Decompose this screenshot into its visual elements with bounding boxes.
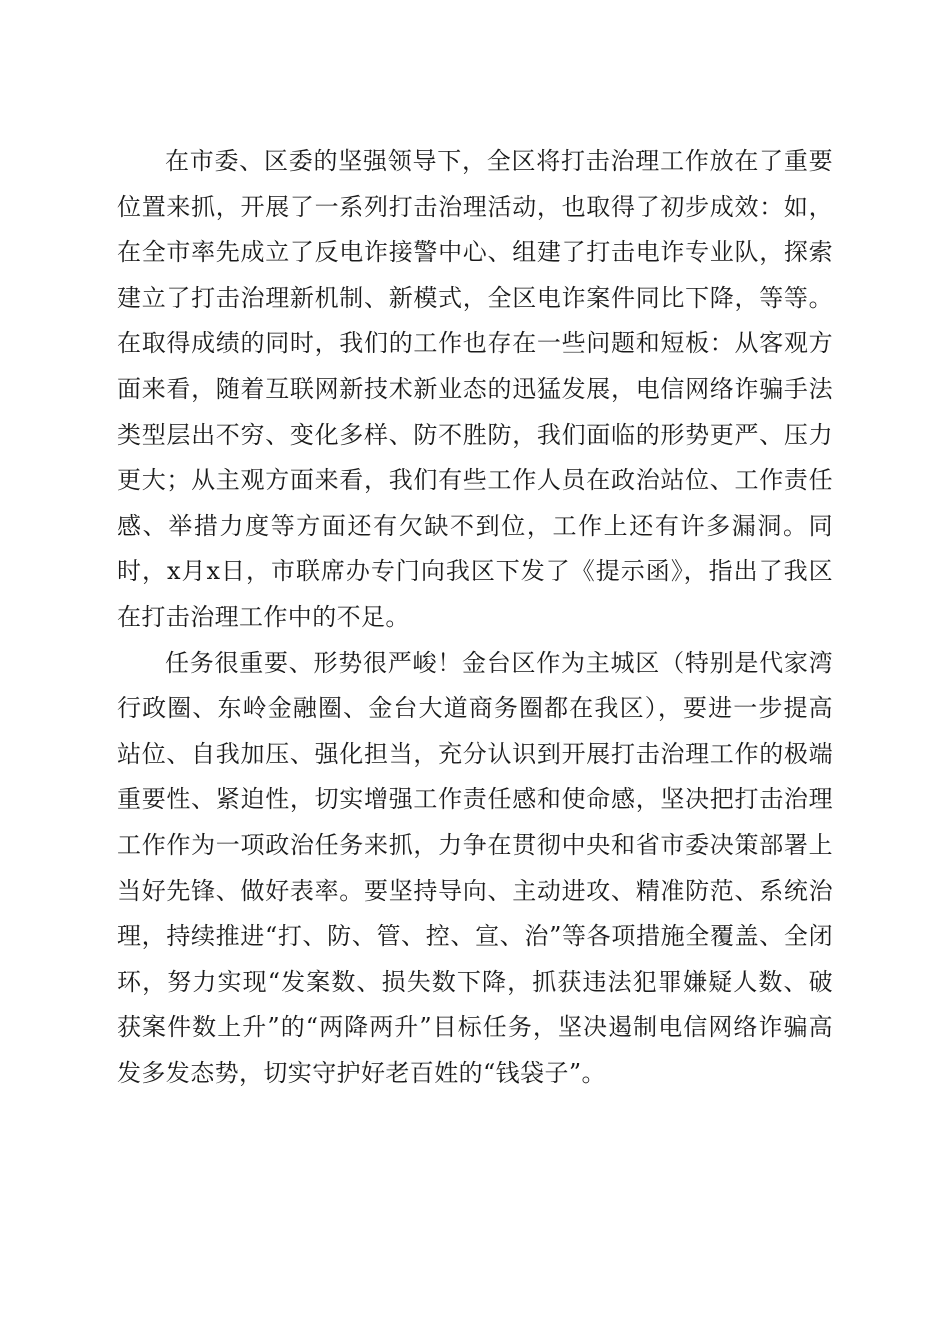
paragraph-1: 在市委、区委的坚强领导下，全区将打击治理工作放在了重要位置来抓，开展了一系列打击治理活动，也取得了初步成效：如，在全市率先成立了反电诈接警中心、组建了打击电诈专业队，探索建立了打击治理新机制、新模式，全区电诈案件同比下降，等等。在取得成绩的同时，我们的工作也存在一些问题和短板：从客观方面来看，随着互联网新技术新业态的迅猛发展，电信网络诈骗手法类型层出不穷、变化多样、防不胜防，我们面临的形势更严、压力更大；从主观方面来看，我们有些工作人员在政治站位、工作责任感、举措力度等方面还有欠缺不到位，工作上还有许多漏洞。同时，x月x日，市联席办专门向我区下发了《提示函》，指出了我区在打击治理工作中的不足。	[117, 147, 833, 631]
document-body	[117, 139, 833, 1096]
paragraph-2: 任务很重要、形势很严峻！金台区作为主城区（特别是代家湾行政圈、东岭金融圈、金台大道商务圈都在我区），要进一步提高站位、自我加压、强化担当，充分认识到开展打击治理工作的极端重要性、紧迫性，切实增强工作责任感和使命感，坚决把打击治理工作作为一项政治任务来抓，力争在贯彻中央和省市委决策部署上当好先锋、做好表率。要坚持导向、主动进攻、精准防范、系统治理，持续推进“打、防、管、控、宣、治”等各项措施全覆盖、全闭环，努力实现“发案数、损失数下降，抓获违法犯罪嫌疑人数、破获案件数上升”的“两降两升”目标任务，坚决遏制电信网络诈骗高发多发态势，切实守护好老百姓的“钱袋子”。	[117, 648, 833, 1087]
